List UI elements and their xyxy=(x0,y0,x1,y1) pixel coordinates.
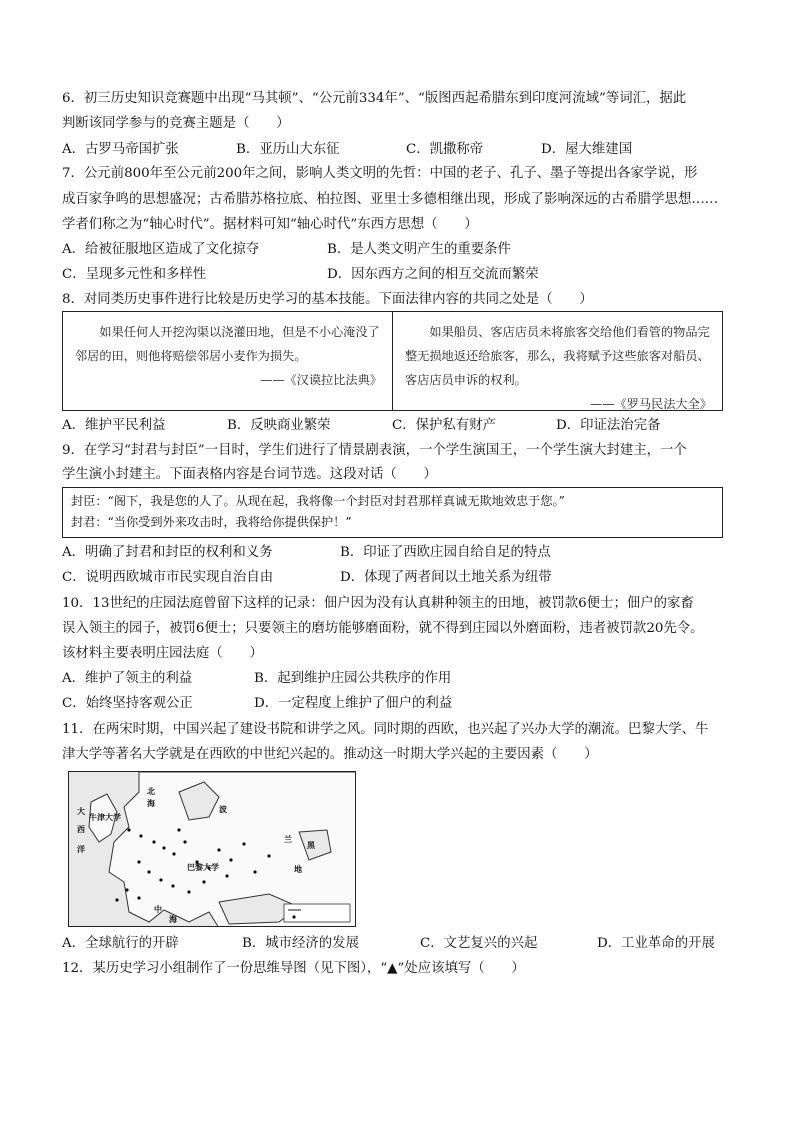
q7-stem-line3: 学者们称之为“轴心时代”。据材料可知“轴心时代”东西方思想（ ） xyxy=(62,217,478,232)
q11-option-c[interactable]: C．文艺复兴的兴起 xyxy=(420,936,538,951)
q9-option-b[interactable]: B．印证了西欧庄园自给自足的特点 xyxy=(340,545,551,560)
q8-option-b[interactable]: B．反映商业繁荣 xyxy=(227,418,331,433)
q6-option-d[interactable]: D．屋大维建国 xyxy=(541,142,633,157)
q6-option-a[interactable]: A．古罗马帝国扩张 xyxy=(62,142,179,157)
map-label-9: 黑 xyxy=(307,841,315,850)
q8-option-a[interactable]: A．维护平民利益 xyxy=(62,418,166,433)
q9-stem-line1: 9．在学习“封君与封臣”一目时，学生们进行了情景剧表演，一个学生演国王，一个学生演大封建主，一个 xyxy=(62,443,687,458)
q9-stem-line2: 学生演小封建主。下面表格内容是台词节选。这段对话（ ） xyxy=(62,467,437,482)
q11-stem-line1: 11．在两宋时期，中国兴起了建设书院和讲学之风。同时期的西欧，也兴起了兴办大学的潮流。巴黎大学、牛 xyxy=(62,722,709,737)
q10-stem-line2: 误入领主的园子，被罚6便士；只要领主的磨坊能够磨面粉，就不得到庄园以外磨面粉，违者被罚款20先令。 xyxy=(62,621,704,636)
q8-left-cell xyxy=(63,312,392,410)
q8-left-source: ——《汉谟拉比法典》 xyxy=(260,373,382,387)
q10-option-b[interactable]: B．起到维护庄园公共秩序的作用 xyxy=(254,671,452,686)
q7-option-c[interactable]: C．呈现多元性和多样性 xyxy=(62,267,207,282)
map-label-0: 大 xyxy=(77,807,85,816)
q6-option-b[interactable]: B．亚历山大东征 xyxy=(236,142,340,157)
map-label-8: 兰 xyxy=(284,835,292,844)
q9-option-d[interactable]: D．体现了两者间以土地关系为纽带 xyxy=(340,570,552,585)
q9-option-a[interactable]: A．明确了封君和封臣的权利和义务 xyxy=(62,545,273,560)
q7-option-d[interactable]: D．因东西方之间的相互交流而繁荣 xyxy=(327,267,539,282)
q7-stem-line1: 7．公元前800年至公元前200年之间，影响人类文明的先哲：中国的老子、孔子、墨子等提出各家学说，形 xyxy=(62,166,698,181)
map-label-10: 地 xyxy=(294,865,302,874)
q10-option-a[interactable]: A．维护了领主的利益 xyxy=(62,671,193,686)
map-label-4: 海 xyxy=(147,799,155,808)
medieval-universities-map xyxy=(68,771,356,927)
map-label-2: 洋 xyxy=(77,845,85,854)
q7-option-b[interactable]: B．是人类文明产生的重要条件 xyxy=(327,242,511,257)
q12-stem: 12．某历史学习小组制作了一份思维导图（见下图），“▲”处应该填写（ ） xyxy=(62,961,525,976)
q9-dialog-vassal: 封臣：“阁下，我是您的人了。从现在起，我将像一个封臣对封君那样真诚无欺地效忠于您。” xyxy=(71,494,565,508)
q11-option-a[interactable]: A．全球航行的开辟 xyxy=(62,936,179,951)
q6-stem-line1: 6．初三历史知识竞赛题中出现“马其顿”、“公元前334年”、“版图西起希腊东到印度河流域”等词汇，据此 xyxy=(62,91,687,106)
map-label-7: 波 xyxy=(219,805,227,814)
q11-option-d[interactable]: D．工业革命的开展 xyxy=(597,936,715,951)
map-label-11: 中 xyxy=(154,905,162,914)
q8-right-cell xyxy=(392,312,722,410)
q11-option-b[interactable]: B．城市经济的发展 xyxy=(242,936,359,951)
q8-left-text: 如果任何人开挖沟渠以浇灌田地，但是不小心淹没了邻居的田，则他将赔偿邻居小麦作为损失。 xyxy=(75,325,380,363)
q10-option-d[interactable]: D．一定程度上维护了佃户的利益 xyxy=(254,696,453,711)
map-label-1: 西 xyxy=(77,825,85,834)
q6-stem-line2: 判断该同学参与的竞赛主题是（ ） xyxy=(62,116,290,131)
map-graphic xyxy=(69,772,356,927)
q9-dialog-lord: 封君：“当你受到外来攻击时，我将给你提供保护！” xyxy=(71,515,352,529)
q10-option-c[interactable]: C．始终坚持客观公正 xyxy=(62,696,193,711)
q8-option-c[interactable]: C．保护私有财产 xyxy=(392,418,496,433)
map-label-3: 北 xyxy=(147,787,155,796)
q9-dialog-box xyxy=(62,487,723,538)
q8-right-text: 如果船员、客店店员未将旅客交给他们看管的物品完整无损地返还给旅客，那么，我将赋予这些旅客对船员、客店店员申诉的权利。 xyxy=(405,325,710,387)
q11-stem-line2: 津大学等著名大学就是在西欧的中世纪兴起的。推动这一时期大学兴起的主要因素（ ） xyxy=(62,747,598,762)
map-label-12: 海 xyxy=(169,915,177,924)
map-label-oxford: 牛津大学 xyxy=(89,813,121,822)
q7-stem-line2: 成百家争鸣的思想盛况；古希腊苏格拉底、柏拉图、亚里士多德相继出现，形成了影响深远的古希腊学思想…… xyxy=(62,192,719,207)
q10-stem-line1: 10．13世纪的庄园法庭曾留下这样的记录：佃户因为没有认真耕种领主的田地，被罚款6便士；佃户的家畜 xyxy=(62,596,694,611)
q9-option-c[interactable]: C．说明西欧城市市民实现自治自由 xyxy=(62,570,274,585)
q10-stem-line3: 该材料主要表明庄园法庭（ ） xyxy=(62,646,263,661)
q8-option-d[interactable]: D．印证法治完备 xyxy=(556,418,661,433)
q8-right-source: ——《罗马民法大全》 xyxy=(590,397,712,411)
q8-law-table xyxy=(62,311,723,411)
map-label-paris: 巴黎大学 xyxy=(187,863,219,872)
q7-option-a[interactable]: A．给被征服地区造成了文化掠夺 xyxy=(62,242,260,257)
q8-stem: 8．对同类历史事件进行比较是历史学习的基本技能。下面法律内容的共同之处是（ ） xyxy=(62,292,593,307)
q6-option-c[interactable]: C．凯撒称帝 xyxy=(406,142,484,157)
